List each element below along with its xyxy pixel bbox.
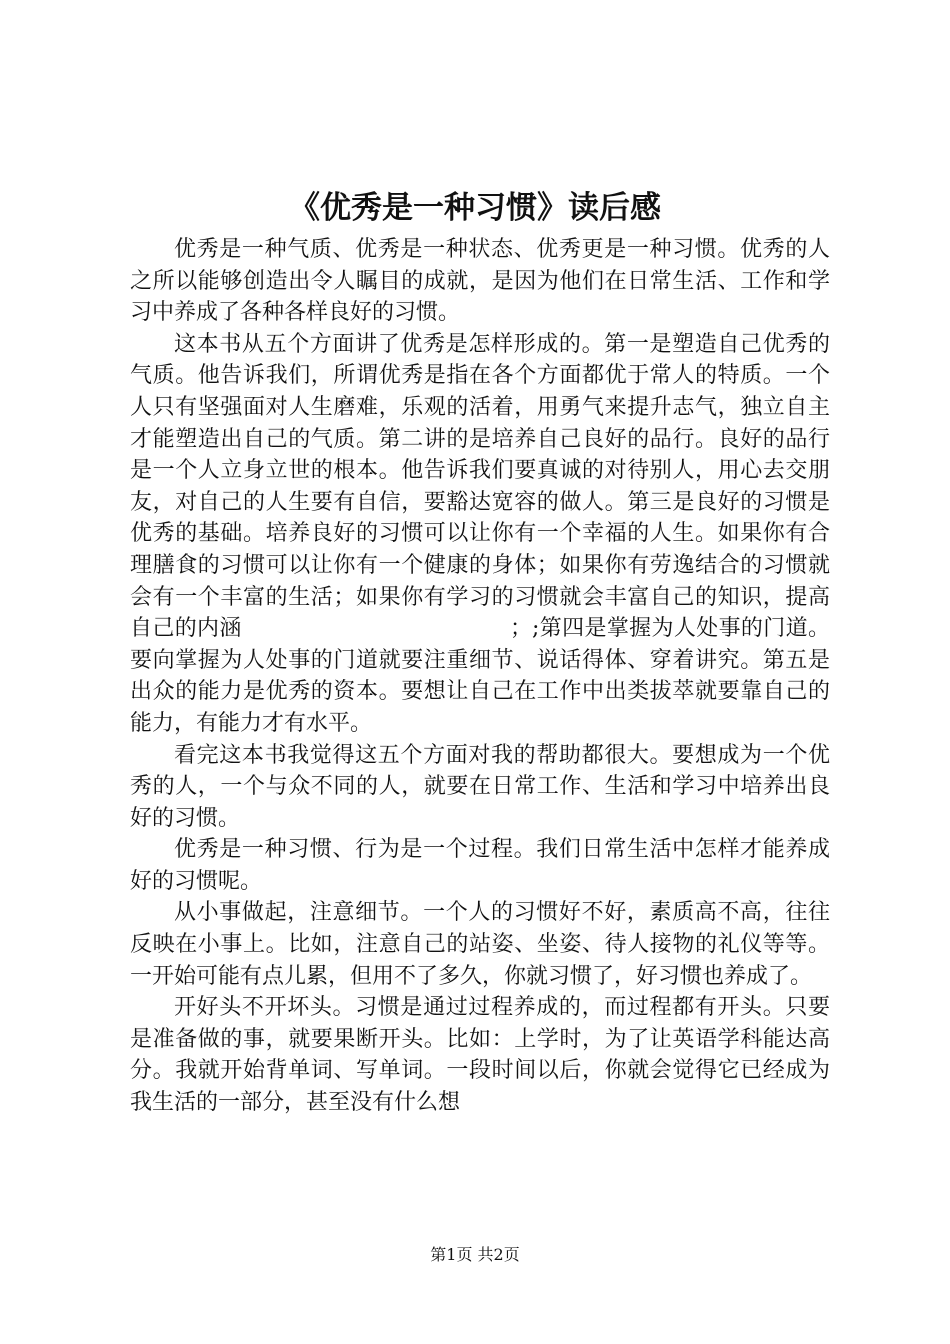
paragraph: 优秀是一种气质、优秀是一种状态、优秀更是一种习惯。优秀的人之所以能够创造出令人瞩目的成就，是因为他们在日常生活、工作和学习中养成了各种各样良好的习惯。 [130, 237, 830, 326]
paragraph: 优秀是一种习惯、行为是一个过程。我们日常生活中怎样才能养成好的习惯呢。 [130, 837, 830, 894]
paragraph: 从小事做起，注意细节。一个人的习惯好不好，素质高不高，往往反映在小事上。比如，注意自己的站姿、坐姿、待人接物的礼仪等等。一开始可能有点儿累，但用不了多久，你就习惯了，好习惯也养成了。 [130, 900, 830, 989]
paragraph: 开好头不开坏头。习惯是通过过程养成的，而过程都有开头。只要是准备做的事，就要果断开头。比如：上学时，为了让英语学科能达高分。我就开始背单词、写单词。一段时间以后，你就会觉得它已经成为我生活的一部分，甚至没有什么想 [130, 995, 830, 1116]
document-title: 《优秀是一种习惯》读后感 [289, 190, 661, 226]
paragraph: 这本书从五个方面讲了优秀是怎样形成的。第一是塑造自己优秀的气质。他告诉我们，所谓优秀是指在各个方面都优于常人的特质。一个人只有坚强面对人生磨难，乐观的活着，用勇气来提升志气，独立自主才能塑造出自己的气质。第二讲的是培养自己良好的品行。良好的品行是一个人立身立世的根本。他告诉我们要真诚的对待别人，用心去交朋友，对自己的人生要有自信，要豁达宽容的做人。第三是良好的习惯是优秀的基础。培养良好的习惯可以让你有一个幸福的人生。如果你有合理膳食的习惯可以让你有一个健康的身体；如果你有劳逸结合的习惯就会有一个丰富的生活；如果你有学习的习惯就会丰富自己的知识，提高自己的内涵 ；;第四是掌握为人处事的门道。要向掌握为人处事的门道就要注重细节、说话得体、穿着讲究。第五是出众的能力是优秀的资本。要想让自己在工作中出类拔萃就要靠自己的能力，有能力才有水平。 [130, 331, 830, 736]
paragraph: 看完这本书我觉得这五个方面对我的帮助都很大。要想成为一个优秀的人，一个与众不同的人，就要在日常工作、生活和学习中培养出良好的习惯。 [130, 742, 830, 831]
document-body [130, 234, 830, 1119]
page-number-footer: 第1页 共2页 [430, 1245, 520, 1264]
